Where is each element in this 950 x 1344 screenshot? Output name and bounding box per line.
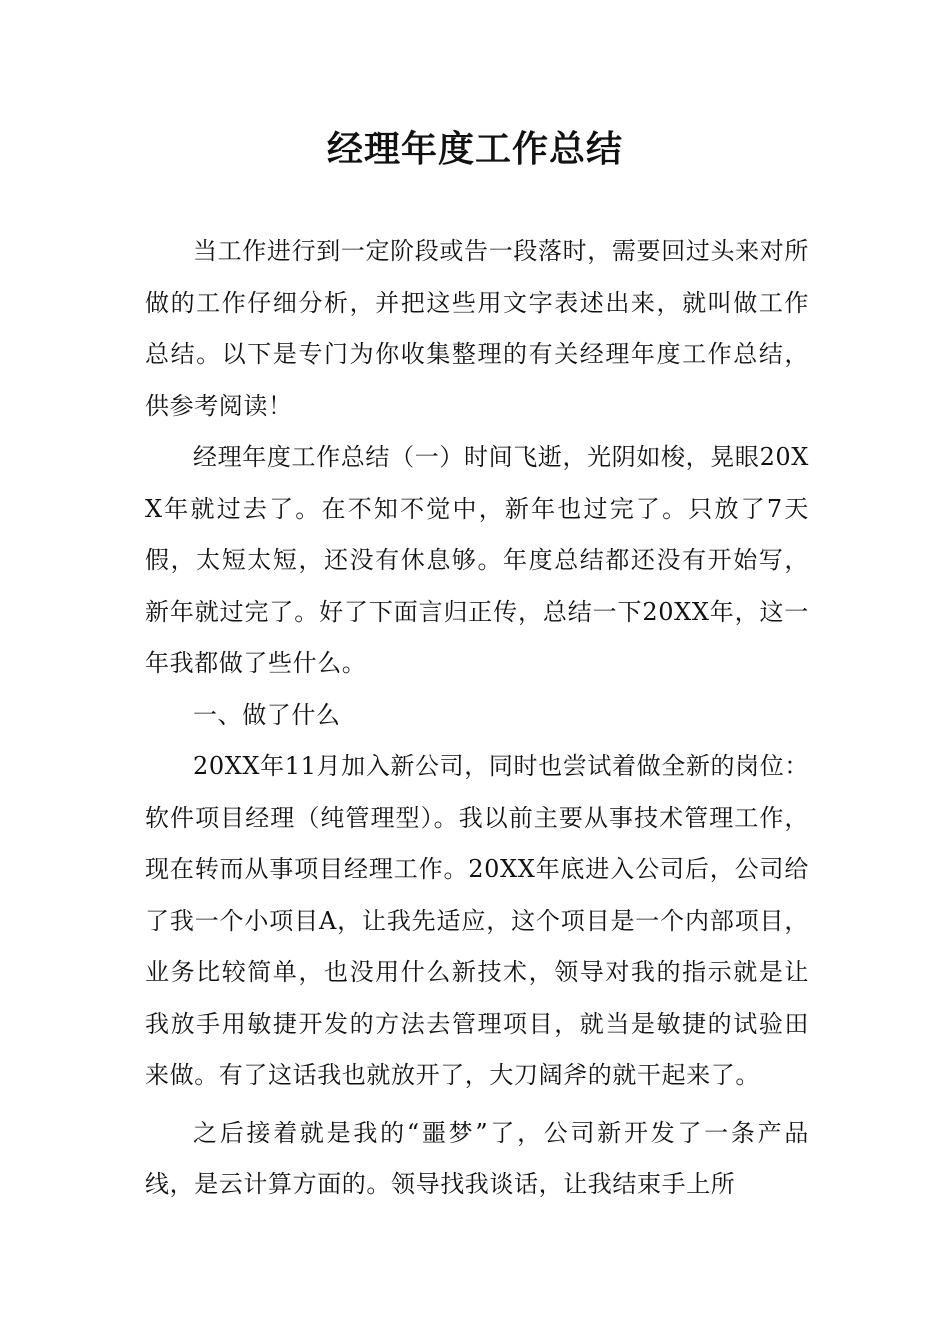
paragraph-summary-one: 经理年度工作总结（一）时间飞逝，光阴如梭，晃眼20XX年就过去了。在不知不觉中，新年也过完了。只放了7天假，太短太短，还没有休息够。年度总结都还没有开始写，新年就过完了。好了下面言归正传，总结一下20XX年，这一年我都做了些什么。 [145,443,809,677]
document-title: 经理年度工作总结 [326,129,623,170]
paragraph-new-company: 20XX年11月加入新公司，同时也尝试着做全新的岗位：软件项目经理（纯管理型）。我以前主要从事技术管理工作，现在转而从事项目经理工作。20XX年底进入公司后，公司给了我一个小项目A，让我先适应，这个项目是一个内部项目，业务比较简单，也没用什么新技术，领导对我的指示就是让我放手用敏捷开发的方法去管理项目，就当是敏捷的试验田来做。有了这话我也就放开了，大刀阔斧的就干起来了。 [145,752,809,1089]
paragraph-nightmare: 之后接着就是我的“噩梦”了，公司新开发了一条产品线，是云计算方面的。领导找我谈话，让我结束手上所 [145,1118,809,1198]
paragraph-intro: 当工作进行到一定阶段或告一段落时，需要回过头来对所做的工作仔细分析，并把这些用文字表述出来，就叫做工作总结。以下是专门为你收集整理的有关经理年度工作总结，供参考阅读！ [145,237,809,420]
section-heading: 一、做了什么 [193,700,341,729]
document-body [145,226,809,1211]
